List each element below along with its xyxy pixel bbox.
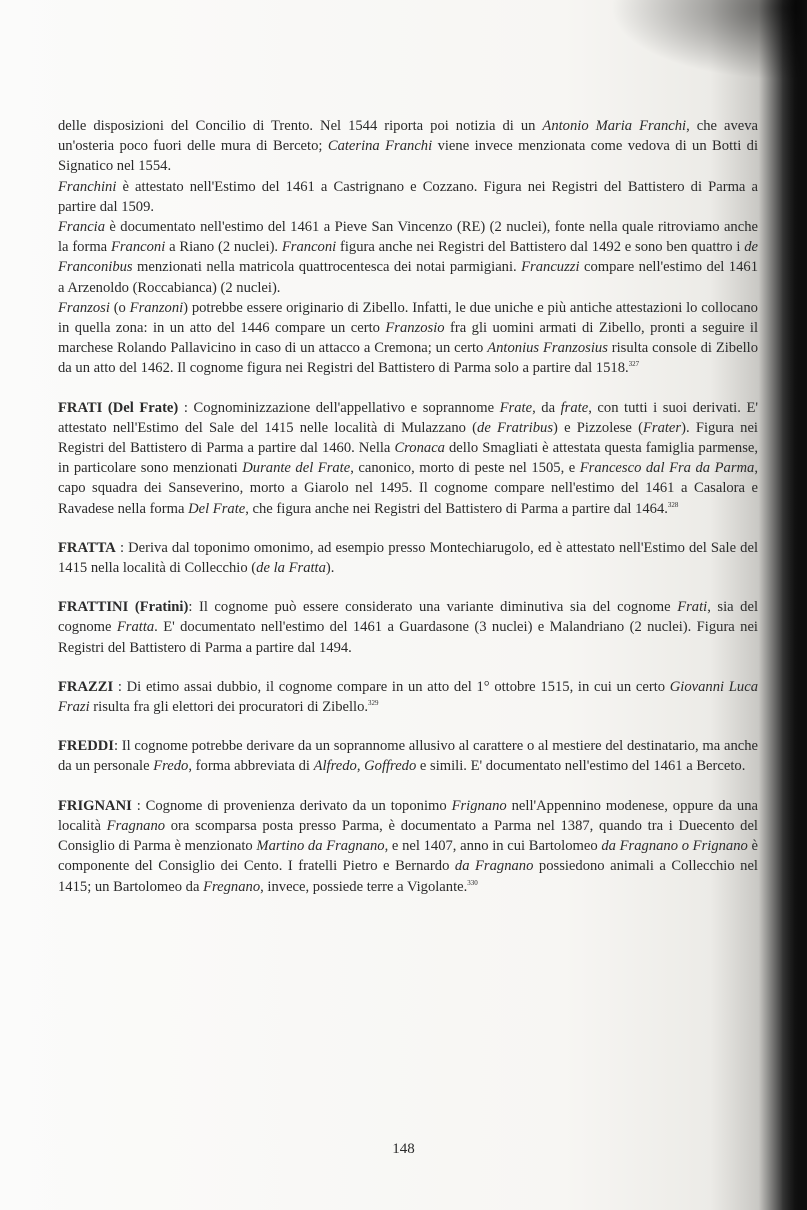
italic-text: da Fragnano o Frignano — [601, 838, 748, 855]
text-run: ) potrebbe essere originario di Zibello. Infatti, le due uniche e più antiche attestazioni lo collocano in quella zona: in un atto del 1446 compare un certo — [58, 299, 758, 337]
book-spine-shadow — [781, 0, 807, 1210]
italic-text: Franconi — [110, 239, 166, 256]
text-run: ora scomparsa posta presso Parma, è documentato a Parma nel 1387, quando tra i Duecento del Consiglio di Parma è menzionato — [58, 817, 758, 855]
text-run: risulta fra gli elettori dei procuratori di Zibello. — [89, 699, 369, 716]
italic-text: Durante del Frate — [242, 460, 351, 477]
page-body — [58, 116, 758, 897]
italic-text: Martino da Fragnano — [256, 838, 385, 855]
text-run: . E' documentato nell'estimo del 1461 a Guardasone (3 nuclei) e Malandriano (2 nuclei). Figura nei Registri del Battistero di Parma a partire dal 1494. — [58, 619, 758, 656]
text-run: : Il cognome può essere considerato una variante diminutiva sia del cognome — [188, 599, 678, 616]
italic-text: Alfredo — [313, 758, 357, 775]
italic-text: Francesco dal Fra da Parma — [579, 460, 755, 477]
entry-headword: FRATI (Del Frate) — [58, 399, 179, 416]
paragraph — [58, 177, 758, 217]
text-run: possiedono animali a Collecchio nel 1415; un Bartolomeo da — [58, 858, 758, 895]
italic-text: Giovanni Luca Frazi — [58, 678, 758, 716]
italic-text: Fregnano — [203, 878, 261, 895]
text-run: , e nel 1407, anno in cui Bartolomeo — [384, 838, 602, 855]
entry-headword: FRATTINI (Fratini) — [58, 599, 189, 616]
paragraph — [58, 217, 758, 298]
italic-text: Cronaca — [394, 440, 445, 457]
italic-text: Fratta — [116, 619, 155, 636]
footnote-ref: 330 — [467, 878, 478, 887]
text-run: compare nell'estimo del 1461 a Arzenoldo (Roccabianca) (2 nuclei). — [58, 259, 758, 296]
entry-headword: FRATTA — [58, 539, 116, 556]
italic-text: de Fratribus — [477, 419, 553, 436]
text-run: (o — [109, 299, 130, 316]
text-run: : Cognome di provenienza derivato da un toponimo — [131, 797, 452, 814]
italic-text: Frater — [642, 419, 682, 436]
text-run: nell'Appennino modenese, oppure da una località — [58, 797, 758, 834]
text-run: dello Smagliati è attestata questa famiglia parmense, in particolare sono menzionati — [58, 440, 758, 477]
text-run: viene invece menzionata come vedova di un Botti di Signatico nel 1554. — [58, 138, 759, 175]
italic-text: Goffredo — [364, 758, 417, 775]
dictionary-entry — [58, 796, 758, 897]
italic-text: Franchini — [58, 178, 117, 195]
italic-text: Fredo — [153, 758, 189, 775]
text-run: , che aveva un'osteria poco fuori delle mura di Berceto; — [58, 118, 758, 155]
text-run: ). — [325, 560, 335, 577]
text-run: menzionati nella matricola quattrocentesca dei notai parmigiani. — [132, 259, 522, 276]
text-run: : Cognominizzazione dell'appellativo e soprannome — [178, 399, 500, 416]
italic-text: Del Frate — [188, 500, 246, 517]
entry-headword: FRAZZI — [58, 678, 114, 695]
text-run: , capo squadra dei Sanseverino, morto a Giarolo nel 1495. Il cognome compare nell'estimo del 1461 a Casalora e Ravadese nella forma — [58, 460, 758, 517]
italic-text: de la Fratta — [256, 560, 326, 577]
italic-text: Frignano — [451, 797, 507, 814]
text-run: a Riano (2 nuclei). — [165, 239, 282, 256]
italic-text: Frate — [499, 399, 533, 416]
paragraph — [58, 298, 758, 379]
text-run: figura anche nei Registri del Battistero dal 1492 e sono ben quattro i — [336, 239, 745, 256]
text-run: , — [356, 758, 365, 775]
text-run: è documentato nell'estimo del 1461 a Pieve San Vincenzo (RE) (2 nuclei), fonte nella quale ritroviamo anche la forma — [58, 219, 758, 256]
footnote-ref: 328 — [667, 500, 679, 509]
italic-text: Fragnano — [106, 817, 166, 834]
text-run: , con tutti i suoi derivati. E' attestato nell'Estimo del Sale del 1415 nelle località di Mulazzano ( — [58, 399, 758, 436]
text-run: ) e Pizzolese ( — [553, 419, 643, 436]
italic-text: Francuzzi — [521, 259, 580, 276]
text-run: , da — [532, 399, 561, 416]
text-run: è componente del Consiglio dei Cento. I fratelli Pietro e Bernardo — [58, 838, 758, 875]
text-run: delle disposizioni del Concilio di Trento. Nel 1544 riporta poi notizia di un — [58, 118, 543, 134]
paragraph — [58, 116, 758, 177]
text-run: : Di etimo assai dubbio, il cognome compare in un atto del 1° ottobre 1515, in cui un certo — [113, 678, 670, 695]
page-number: 148 — [392, 1141, 415, 1157]
dictionary-entry — [58, 736, 758, 776]
italic-text: da Fragnano — [454, 858, 534, 875]
entry-headword: FREDDI — [58, 738, 114, 755]
italic-text: Franzoni — [129, 299, 184, 316]
footnote-ref: 329 — [368, 699, 379, 708]
text-run: risulta console di Zibello da un atto del 1462. Il cognome figura nei Registri del Battistero di Parma solo a partire dal 1518. — [58, 340, 758, 377]
italic-text: Franzosio — [385, 320, 445, 337]
text-run: : Deriva dal toponimo omonimo, ad esempio presso Montechiarugolo, ed è attestato nell'Estimo del Sale del 1415 nella località di Collecchio ( — [58, 539, 758, 577]
dictionary-entry — [58, 677, 758, 717]
italic-text: Francia — [58, 219, 106, 236]
text-run: e simili. E' documentato nell'estimo del 1461 a Berceto. — [416, 758, 746, 775]
footnote-ref: 327 — [628, 360, 640, 369]
italic-text: Franconi — [281, 239, 337, 256]
entry-headword: FRIGNANI — [58, 797, 132, 814]
text-run: ). Figura nei Registri del Battistero di Parma a partire dal 1460. Nella — [58, 419, 758, 457]
text-run: : Il cognome potrebbe derivare da un soprannome allusivo al carattere o al mestiere del destinatario, ma anche da un personale — [58, 738, 758, 775]
dictionary-entry — [58, 538, 758, 578]
dictionary-entry — [58, 398, 758, 519]
italic-text: Caterina Franchi — [327, 138, 433, 155]
italic-text: Antonius Franzosius — [487, 340, 608, 357]
text-run: , sia del cognome — [58, 599, 758, 636]
text-run: , forma abbreviata di — [188, 758, 314, 775]
text-run: , canonico, morto di peste nel 1505, e — [350, 460, 580, 477]
italic-text: Antonio Maria Franchi — [542, 118, 687, 134]
dictionary-entry — [58, 597, 758, 658]
text-run: , che figura anche nei Registri del Battistero di Parma a partire dal 1464. — [245, 500, 668, 517]
italic-text: Franzosi — [58, 299, 110, 316]
text-run: , invece, possiede terre a Vigolante. — [260, 878, 468, 895]
text-run: è attestato nell'Estimo del 1461 a Castrignano e Cozzano. Figura nei Registri del Battistero di Parma a partire dal 1509. — [58, 178, 758, 215]
italic-text: de Franconibus — [58, 239, 758, 276]
italic-text: Frati — [677, 599, 708, 616]
italic-text: frate — [560, 399, 589, 416]
text-run: fra gli uomini armati di Zibello, pronti a seguire il marchese Rolando Pallavicino in caso di un attacco a Cremona; un certo — [58, 320, 759, 357]
